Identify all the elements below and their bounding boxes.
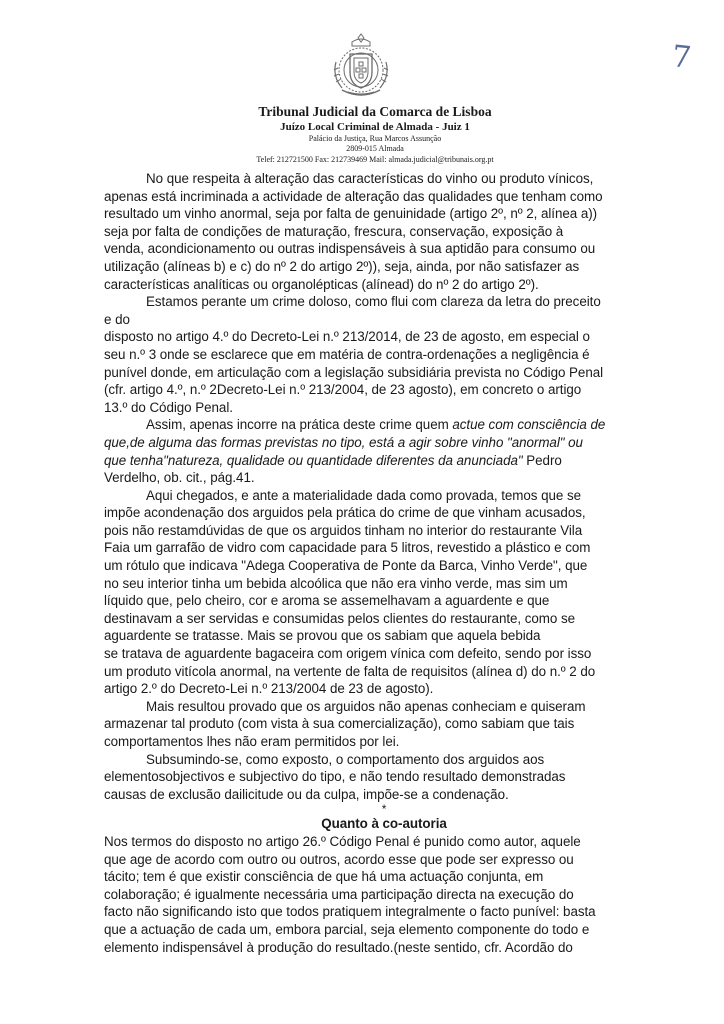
text-line: que a actuação de cada um, embora parcial, seja elemento componente do todo e: [104, 921, 590, 937]
court-section: Juízo Local Criminal de Almada - Juiz 1: [280, 121, 470, 133]
quote-text: que tenha"natureza, qualidade ou quantidade diferentes da anunciada": [104, 452, 523, 468]
paragraph-dolo: [104, 293, 664, 416]
court-name: Tribunal Judicial da Comarca de Lisboa: [258, 104, 492, 119]
text-line: facto não significando isto que todos pratiquem integralmente o facto punível: basta: [104, 904, 596, 920]
text-line: punível donde, em articulação com a legislação subsidiária prevista no Código Penal: [104, 364, 604, 380]
text-line: Aqui chegados, e ante a materialidade dada como provada, temos que se: [146, 487, 582, 503]
text-line: e do: [104, 311, 130, 327]
citation-text: Pedro: [522, 452, 562, 468]
text-line: que age de acordo com outro ou outros, acordo esse que pode ser expresso ou: [104, 851, 574, 867]
text-line: artigo 2.º do Decreto-Lei n.º 213/2004 de 23 de agosto).: [104, 681, 434, 697]
text-line: Faia um garrafão de vidro com capacidade para 5 litros, revestido a plástico e com: [104, 540, 591, 556]
letterhead: [180, 104, 570, 165]
paragraph-conclusion: [104, 751, 664, 804]
text-line: utilização (alíneas b) e c) do nº 2 do artigo 2º)), seja, ainda, por não satisfazer as: [104, 258, 580, 274]
text-line: um rótulo que indicava "Adega Cooperativa de Ponte da Barca, Vinho Verde", que: [104, 558, 588, 574]
text-line: resultado um vinho anormal, seja por falta de genuinidade (artigo 2º, nº 2, alínea a)): [104, 206, 598, 222]
text-line: aguardente se tratasse. Mais se provou que os sabiam que aquela bebida: [104, 628, 541, 644]
text-line: no seu interior tinha um bebida alcoólica que não era vinho verde, mas sim um: [104, 575, 568, 591]
text-line: se tratava de aguardente bagaceira com origem vínica com defeito, sendo por isso: [104, 646, 592, 662]
quote-text: que,de alguma das formas previstas no tipo, está a agir sobre vinho "anormal" ou: [104, 434, 583, 450]
text-line: seja por falta de condições de maturação, frescura, conservação, exposição à: [104, 223, 564, 239]
text-line: (cfr. artigo 4.º, n.º 2Decreto-Lei n.º 213/2004, de 23 agosto), em concreto o artigo: [104, 382, 582, 398]
handwritten-page-number: 7: [670, 39, 693, 76]
text-line: tácito; tem é que existir consciência de que há uma actuação conjunta, em: [104, 869, 544, 885]
citation-text: Verdelho, ob. cit., pág.41.: [104, 470, 255, 486]
contact-line: Telef: 212721500 Fax: 212739469 Mail: almada.judicial@tribunais.org.pt: [256, 155, 494, 164]
text-line: elementosobjectivos e subjectivo do tipo, e não tendo resultado demonstradas: [104, 769, 566, 785]
portuguese-coat-of-arms-icon: [328, 32, 394, 102]
paragraph-knowledge: [104, 698, 664, 751]
paragraph-coautoria: [104, 833, 664, 956]
quote-text: actue com consciência de: [452, 417, 606, 433]
text-line: apenas está incriminada a actividade de alteração das qualidades que tenham como: [104, 188, 603, 204]
intro-text: Assim, apenas incorre na prática deste crime quem: [146, 417, 453, 433]
paragraph-assim: [104, 416, 664, 486]
address-line-1: Palácio da Justiça, Rua Marcos Assunção: [308, 134, 442, 143]
text-line: Estamos perante um crime doloso, como flui com clareza da letra do preceito: [146, 294, 601, 310]
text-line: No que respeita à alteração das características do vinho ou produto vínicos,: [146, 171, 594, 186]
text-line: características analíticas ou organolépticas (alínead) do nº 2 do artigo 2º).: [104, 276, 539, 292]
document-body: [104, 170, 664, 956]
text-line: colaboração; é igualmente necessária uma participação directa na execução do: [104, 886, 574, 902]
address-line-2: 2809-015 Almada: [346, 144, 404, 153]
text-line: venda, acondicionamento ou outras indispensáveis à sua aptidão para consumo ou: [104, 241, 596, 257]
text-line: [104, 416, 664, 434]
text-line: armazenar tal produto (com vista à sua comercialização), como sabiam que tais: [104, 716, 575, 732]
text-line: disposto no artigo 4.º do Decreto-Lei n.º 213/2014, de 23 de agosto, em especial o: [104, 329, 590, 345]
text-line: Mais resultou provado que os arguidos não apenas conheciam e quiseram: [146, 698, 586, 714]
text-line: Subsumindo-se, como exposto, o comportamento dos arguidos aos: [146, 751, 545, 767]
section-separator: *: [381, 802, 387, 817]
text-line: Nos termos do disposto no artigo 26.º Código Penal é punido como autor, aquele: [104, 833, 581, 849]
paragraph-facts: [104, 487, 664, 698]
text-line: causas de exclusão dailicitude ou da culpa, impõe-se a condenação.: [104, 786, 509, 802]
text-line: elemento indispensável à produção do resultado.(neste sentido, cfr. Acordão do: [104, 939, 573, 955]
text-line: destinavam a ser servidas e consumidas pelos clientes do restaurante, como se: [104, 610, 576, 626]
text-line: impõe acondenação dos arguidos pela prática do crime de que vinham acusados,: [104, 505, 586, 521]
paragraph-alteration: [104, 170, 664, 293]
text-line: [104, 452, 664, 470]
text-line: 13.º do Código Penal.: [104, 399, 233, 415]
section-heading: Quanto à co-autoria: [321, 816, 447, 832]
text-line: pois não restamdúvidas de que os arguidos tinham no interior do restaurante Vila: [104, 522, 583, 538]
text-line: um produto vitícola anormal, na vertente de falta de requisitos (alínea d) do n.º 2 do: [104, 663, 596, 679]
text-line: líquido que, pelo cheiro, cor e aroma se assemelhavam a aguardente e que: [104, 593, 550, 609]
text-line: comportamentos lhes não eram permitidos por lei.: [104, 734, 400, 749]
text-line: seu n.º 3 onde se esclarece que em matéria de contra-ordenações a negligência é: [104, 346, 590, 362]
